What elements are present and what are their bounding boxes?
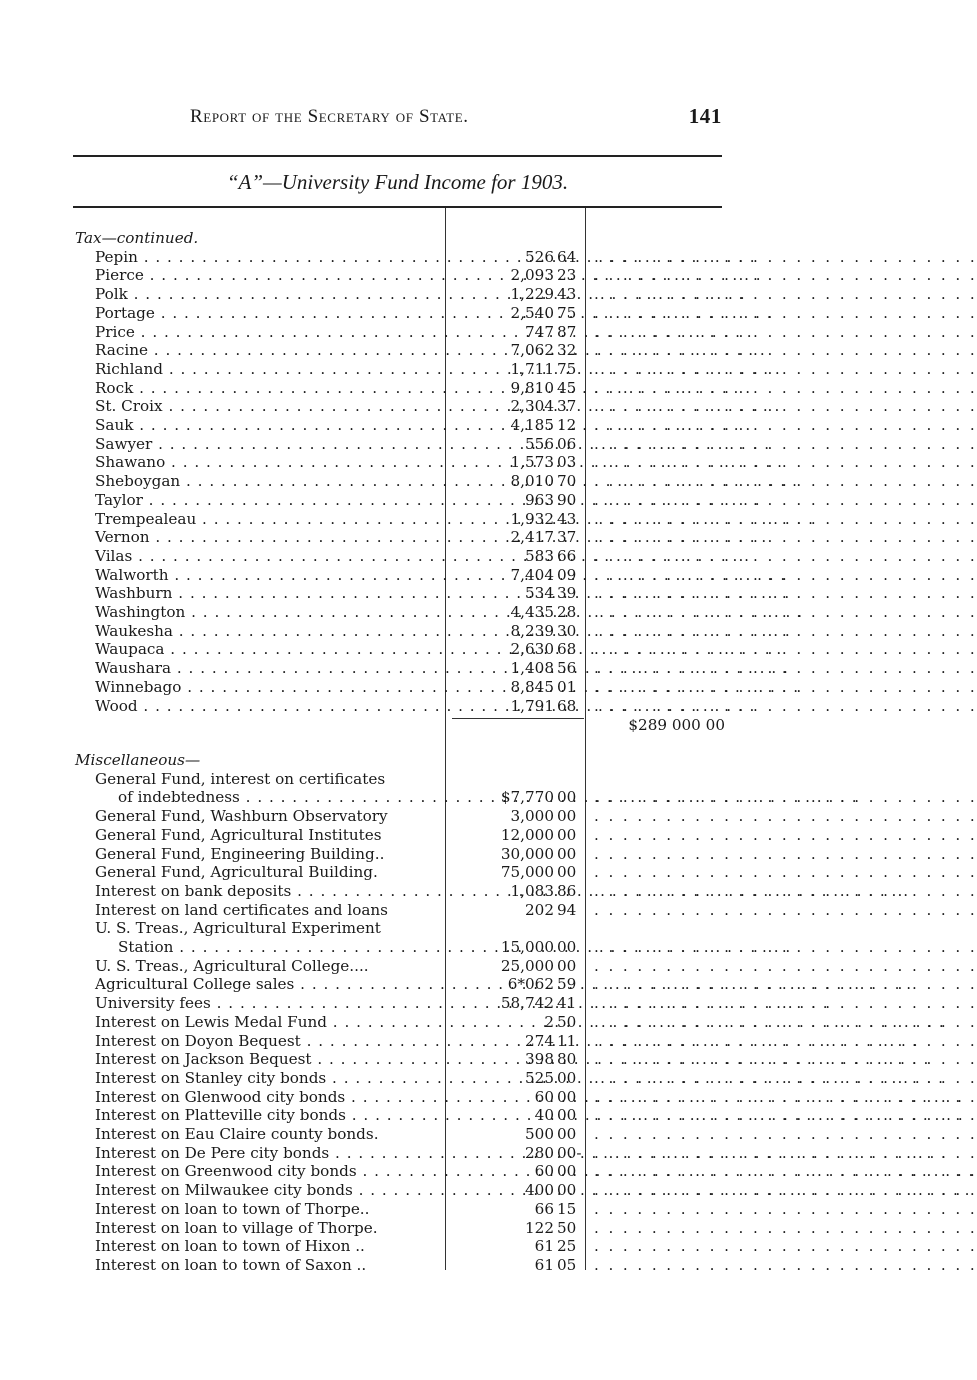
amount-cents: 03 [557,453,577,472]
row-label: Interest on Lewis Medal Fund . . . [95,1013,443,1032]
total-column-leaders: . . . . . . . . . . . . . . . . . . . . . . . . . . . [594,1255,977,1274]
table-row [0,453,977,472]
total-column-leaders: . . . . . . . . . . . . . . . . . . . . . . . . . . . [594,881,977,900]
total-column-leaders: . . . . . . . . . . . . . . . . . . . . . . . . . . . [594,397,977,416]
amount-cents: 00 [557,788,577,807]
table-row [0,378,977,398]
total-column-leaders: . . . . . . . . . . . . . . . . . . . . . . . . . . . [594,994,977,1013]
row-label: Price . . . [95,323,443,342]
total-column-leaders: . . . . . . . . . . . . . . . . . . . . . . . . . . . [594,677,977,696]
amount-cents: 30 [557,621,577,640]
amount-cents: 00 [557,844,577,863]
row-label: Taylor . . . [95,491,443,510]
amount-cents: 00 [557,1106,577,1125]
row-label: Interest on De Pere city bonds . . . [95,1144,443,1163]
row-label: Vernon . . . [95,528,443,547]
row-label: Interest on Eau Claire county bonds. [95,1125,379,1143]
amount-dollars: 2,417 [510,528,554,547]
total-column-leaders: . . . . . . . . . . . . . . . . . . . . . . . . . . . [594,621,977,640]
amount-cents: 00 [557,825,577,844]
row-label: Sawyer . . . [95,435,443,454]
total-column-leaders: . . . . . . . . . . . . . . . . . . . . . . . . . . . [594,303,977,322]
table-row [0,229,844,248]
total-column-leaders: . . . . . . . . . . . . . . . . . . . . . . . . . . . [594,640,977,659]
amount-cents: 80 [557,1050,577,1069]
row-label: Interest on loan to town of Thorpe.. [95,1199,370,1218]
amount-cents: 25 [557,1237,577,1256]
table-row [0,472,977,491]
total-column-leaders: . . . . . . . . . . . . . . . . . . . . . . . . . . . [594,1162,977,1181]
amount-dollars: 4,185 [510,416,554,434]
total-column-leaders: . . . . . . . . . . . . . . . . . . . . . . . . . . . [594,788,977,807]
amount-cents: 50 [557,1012,577,1031]
table-row [0,1199,977,1219]
table-row [0,994,977,1013]
row-label: General Fund, Engineering Building.. [95,844,385,863]
table-row [0,397,977,416]
row-label: Richland . . . [95,360,443,379]
amount-cents: 00 [557,863,577,882]
table-row [0,303,977,323]
table-row [0,751,844,770]
row-label: U. S. Treas., Agricultural College.... [95,956,369,975]
amount-dollars: 122 [525,1218,554,1237]
total-column-leaders: . . . . . . . . . . . . . . . . . . . . . . . . . . . [594,453,977,472]
amount-dollars: 556 [525,434,554,453]
total-column-leaders: . . . . . . . . . . . . . . . . . . . . . . . . . . . [594,844,977,863]
amount-cents: 43 [557,509,577,528]
table-row [0,788,977,807]
total-column-leaders: . . . . . . . . . . . . . . . . . . . . . . . . . . . [594,416,977,434]
table-row [0,956,977,976]
amount-dollars: 8,845 [510,677,554,696]
amount-dollars: 2,093 [510,266,554,285]
total-column-leaders: . . . . . . . . . . . . . . . . . . . . . . . . . . . [594,1050,977,1069]
row-label: Vilas . . . [95,547,443,566]
table-row [0,1087,977,1107]
amount-dollars: 1,573 [510,453,554,472]
table-row [0,938,977,957]
amount-dollars: 963 [525,490,554,509]
amount-dollars: 61 [534,1255,554,1274]
amount-dollars: 7,404 [510,565,554,584]
total-column-leaders: . . . . . . . . . . . . . . . . . . . . . . . . . . . [594,807,977,826]
total-column-leaders: . . . . . . . . . . . . . . . . . . . . . . . . . . . [594,472,977,491]
table-row [0,509,977,529]
amount-dollars: 2,540 [510,303,554,322]
row-label: Miscellaneous— [75,751,201,769]
row-label: St. Croix . . . [95,397,443,416]
row-label: Interest on Platteville city bonds . . . [95,1106,443,1125]
amount-cents: 00 [557,807,577,826]
amount-dollars: 202 [525,900,554,919]
row-label: General Fund, Agricultural Institutes [95,825,382,844]
amount-cents: 68 [557,640,577,659]
amount-cents: 59 [557,975,577,994]
table-row [0,975,977,994]
total-column-leaders: . . . . . . . . . . . . . . . . . . . . . . . . . . . [594,956,977,975]
total-column-leaders: . . . . . . . . . . . . . . . . . . . . . . . . . . . [594,696,977,715]
table-row [0,900,977,920]
running-title: Report of the Secretary of State. [190,106,469,127]
total-column-leaders: . . . . . . . . . . . . . . . . . . . . . . . . . . . [594,490,977,509]
total-column-leaders: . . . . . . . . . . . . . . . . . . . . . . . . . . . [594,565,977,584]
total-column-leaders: . . . . . . . . . . . . . . . . . . . . . . . . . . . [594,509,977,528]
amount-dollars: 25,000 [500,956,554,975]
amount-dollars: 1,408 [510,659,554,678]
amount-dollars: 66 [534,1199,554,1218]
amount-cents: 41 [557,994,577,1013]
row-label: Interest on loan to village of Thorpe. [95,1218,378,1237]
amount-dollars: 400 [525,1181,554,1200]
amount-cents: 68 [557,696,577,715]
table-row [0,659,977,678]
amount-dollars: 526 [525,247,554,266]
amount-dollars: 398 [525,1050,554,1069]
amount-dollars: 583 [525,546,554,565]
amount-dollars: 9,810 [510,378,554,397]
amount-dollars: 500 [525,1125,554,1143]
amount-dollars: 61 [534,1237,554,1256]
total-column-leaders: . . . . . . . . . . . . . . . . . . . . . . . . . . . [594,546,977,565]
amount-dollars: 274 [525,1031,554,1050]
page-number: 141 [688,104,722,128]
amount-dollars: 1,791 [510,696,554,715]
amount-cents: 37 [557,528,577,547]
amount-cents: 56 [557,659,577,678]
table-row [0,677,977,697]
amount-cents: 28 [557,603,577,621]
amount-dollars: 6*062 [507,975,554,994]
amount-dollars: 2,304 [510,397,554,416]
total-column-leaders: . . . . . . . . . . . . . . . . . . . . . . . . . . . [594,322,977,341]
row-label: Sheboygan . . . [95,472,443,491]
amount-cents: 00 [557,956,577,975]
row-label: Station . . . [118,938,443,957]
table-row [0,1125,977,1144]
row-label: Walworth . . . [95,566,443,585]
amount-dollars: 30,000 [500,844,554,863]
row-label: Sauk . . . [95,416,443,435]
row-label: of indebtedness . . . [118,788,443,807]
row-label: Portage . . . [95,304,443,323]
subtotal-rule [452,718,584,719]
amount-dollars: 7,062 [510,341,554,360]
table-row [0,247,977,267]
page-header [190,106,722,128]
amount-cents: 06 [557,434,577,453]
amount-cents: 39 [557,584,577,603]
total-column-leaders: . . . . . . . . . . . . . . . . . . . . . . . . . . . [594,1031,977,1050]
amount-dollars: 4,435 [510,603,554,621]
row-label: Interest on Doyon Bequest . . . [95,1032,443,1051]
row-label: Interest on Glenwood city bonds . . . [95,1088,443,1107]
amount-dollars: 3,000 [510,807,554,826]
row-label: Interest on loan to town of Saxon .. [95,1255,367,1274]
table-row [0,1031,977,1051]
amount-dollars: 12,000 [500,825,554,844]
amount-cents: 00 [557,1162,577,1181]
table-title: “A”—University Fund Income for 1903. [226,170,569,194]
amount-cents: 09 [557,565,577,584]
total-column-leaders: . . . . . . . . . . . . . . . . . . . . . . . . . . . [594,1181,977,1200]
row-label: Winnebago . . . [95,678,443,697]
row-label: Interest on Stanley city bonds . . . [95,1069,443,1088]
row-label: Tax—continued. [75,229,199,247]
table-row [0,1050,977,1069]
table-row [0,844,977,864]
table-row [0,1162,977,1181]
total-column-leaders: . . . . . . . . . . . . . . . . . . . . . . . . . . . [594,825,977,844]
table-row [0,416,977,435]
total-column-leaders: . . . . . . . . . . . . . . . . . . . . . . . . . . . [594,285,977,304]
amount-cents: 00 [557,1125,577,1143]
total-column-leaders: . . . . . . . . . . . . . . . . . . . . . . . . . . . [594,1237,977,1256]
row-label: General Fund, Washburn Observatory [95,807,388,826]
amount-cents: 00 [557,1087,577,1106]
total-column-leaders: . . . . . . . . . . . . . . . . . . . . . . . . . . . [594,1012,977,1031]
total-column-leaders: . . . . . . . . . . . . . . . . . . . . . . . . . . . [594,863,977,882]
row-label: Interest on Milwaukee city bonds . . . [95,1181,443,1200]
amount-cents: 87 [557,322,577,341]
table-row [0,881,977,901]
amount-dollars: 534 [525,584,554,603]
amount-cents: 64 [557,247,577,266]
table-row [0,490,977,510]
row-label: Interest on Greenwood city bonds . . . [95,1162,443,1181]
table-row [0,621,977,641]
row-label: Pierce . . . [95,266,443,285]
total-column-leaders: . . . . . . . . . . . . . . . . . . . . . . . . . . . [594,938,977,956]
amount-dollars: 15,000 [500,938,554,956]
total-column-leaders: . . . . . . . . . . . . . . . . . . . . . . . . . . . [594,1143,977,1162]
total-column-leaders: . . . . . . . . . . . . . . . . . . . . . . . . . . . [594,378,977,397]
row-label: Wood . . . [95,697,443,716]
table-row [0,434,977,454]
table-row [0,285,977,304]
amount-dollars: 60 [534,1162,554,1181]
amount-dollars: 8,010 [510,472,554,491]
row-label: Polk . . . [95,285,443,304]
total-column-leaders: . . . . . . . . . . . . . . . . . . . . . . . . . . . [594,900,977,919]
total-column-leaders: . . . . . . . . . . . . . . . . . . . . . . . . . . . [594,1218,977,1237]
amount-dollars: 1,229 [510,285,554,304]
amount-dollars: 1,083 [510,881,554,900]
amount-dollars: 60 [534,1087,554,1106]
amount-cents: 01 [557,677,577,696]
table-row [0,770,844,789]
table-row [0,584,977,603]
table-row [0,1106,977,1125]
table-row [0,341,977,360]
table-row [0,825,977,845]
tax-total: $289 000 00 [628,716,725,735]
amount-cents: 32 [557,341,577,360]
amount-cents: 75 [557,303,577,322]
row-label: Racine . . . [95,341,443,360]
row-label: Interest on loan to town of Hixon .. [95,1237,365,1256]
amount-dollars: 2,630 [510,640,554,659]
table-row [0,528,977,547]
table-row [0,640,977,659]
table-row [0,1218,977,1238]
amount-cents: 23 [557,266,577,285]
amount-dollars: 525 [525,1068,554,1087]
row-label: Agricultural College sales . . . [95,975,443,994]
row-label: Washington . . . [95,603,443,622]
amount-cents: 00 [557,938,577,956]
table-row [0,696,977,716]
total-column-leaders: . . . . . . . . . . . . . . . . . . . . . . . . . . . [594,1106,977,1125]
row-label: Interest on Jackson Bequest . . . [95,1050,443,1069]
amount-dollars: 75,000 [500,863,554,882]
table-row [0,863,977,882]
row-label: Rock . . . [95,379,443,398]
table-row [0,1255,977,1275]
amount-dollars: 1,932 [510,509,554,528]
total-column-leaders: . . . . . . . . . . . . . . . . . . . . . . . . . . . [594,603,977,621]
table-row [0,1012,977,1032]
row-label: Shawano . . . [95,453,443,472]
amount-cents: 00 [557,1068,577,1087]
amount-dollars: 8,239 [510,621,554,640]
amount-dollars: 40 [534,1106,554,1125]
row-label: Waupaca . . . [95,640,443,659]
row-label: Washburn . . . [95,584,443,603]
amount-dollars: 2 [544,1012,554,1031]
title-rule [73,206,722,208]
table-row [0,1143,977,1163]
total-column-leaders: . . . . . . . . . . . . . . . . . . . . . . . . . . . [594,975,977,994]
table-row [0,565,977,585]
total-column-leaders: . . . . . . . . . . . . . . . . . . . . . . . . . . . [594,434,977,453]
total-column-leaders: . . . . . . . . . . . . . . . . . . . . . . . . . . . [594,1125,977,1143]
total-column-leaders: . . . . . . . . . . . . . . . . . . . . . . . . . . . [594,1068,977,1087]
amount-cents: 50 [557,1218,577,1237]
row-label: Waushara . . . [95,659,443,678]
amount-cents: 00 [557,1181,577,1200]
amount-cents: 86 [557,881,577,900]
amount-cents: 12 [557,416,577,434]
amount-cents: 00- [557,1143,582,1162]
table-row [0,1181,977,1200]
row-label: Trempealeau . . . [95,510,443,529]
table-row [0,807,977,826]
row-label: General Fund, interest on certificates [95,769,386,788]
amount-cents: 05 [557,1255,577,1274]
amount-cents: 43 [557,285,577,304]
table-row [0,266,977,285]
amount-cents: 11 [557,1031,577,1050]
table-row [0,546,977,566]
amount-dollars: 58,742 [500,994,554,1013]
amount-cents: 37 [557,397,577,416]
row-label: University fees . . . [95,994,443,1013]
amount-dollars: 747 [525,322,554,341]
amount-cents: 94 [557,900,577,919]
amount-cents: 66 [557,546,577,565]
amount-dollars: 1,711 [510,359,554,378]
table-row [0,359,977,379]
table-row [0,1237,977,1256]
total-column-leaders: . . . . . . . . . . . . . . . . . . . . . . . . . . . [594,659,977,678]
amount-dollars: $7,770 [500,788,554,807]
row-label: General Fund, Agricultural Building. [95,863,378,882]
table-row [0,1068,977,1088]
amount-cents: 70 [557,472,577,491]
table-row [0,322,977,342]
row-label: U. S. Treas., Agricultural Experiment [95,919,381,938]
amount-cents: 15 [557,1199,577,1218]
top-rule [73,155,722,157]
total-column-leaders: . . . . . . . . . . . . . . . . . . . . . . . . . . . [594,359,977,378]
row-label: Interest on land certificates and loans [95,900,388,919]
row-label: Pepin . . . [95,248,443,267]
total-column-leaders: . . . . . . . . . . . . . . . . . . . . . . . . . . . [594,584,977,603]
table-row [0,603,977,622]
table-row [0,919,844,938]
amount-cents: 45 [557,378,577,397]
amount-dollars: 280 [525,1143,554,1162]
row-label: Interest on bank deposits . . . [95,882,443,901]
total-column-leaders: . . . . . . . . . . . . . . . . . . . . . . . . . . . [594,1199,977,1218]
total-column-leaders: . . . . . . . . . . . . . . . . . . . . . . . . . . . [594,341,977,360]
amount-cents: 90 [557,490,577,509]
amount-cents: 75 [557,359,577,378]
total-column-leaders: . . . . . . . . . . . . . . . . . . . . . . . . . . . [594,1087,977,1106]
total-column-leaders: . . . . . . . . . . . . . . . . . . . . . . . . . . . [594,266,977,285]
row-label: Waukesha . . . [95,622,443,641]
total-column-leaders: . . . . . . . . . . . . . . . . . . . . . . . . . . . [594,247,977,266]
total-column-leaders: . . . . . . . . . . . . . . . . . . . . . . . . . . . [594,528,977,547]
